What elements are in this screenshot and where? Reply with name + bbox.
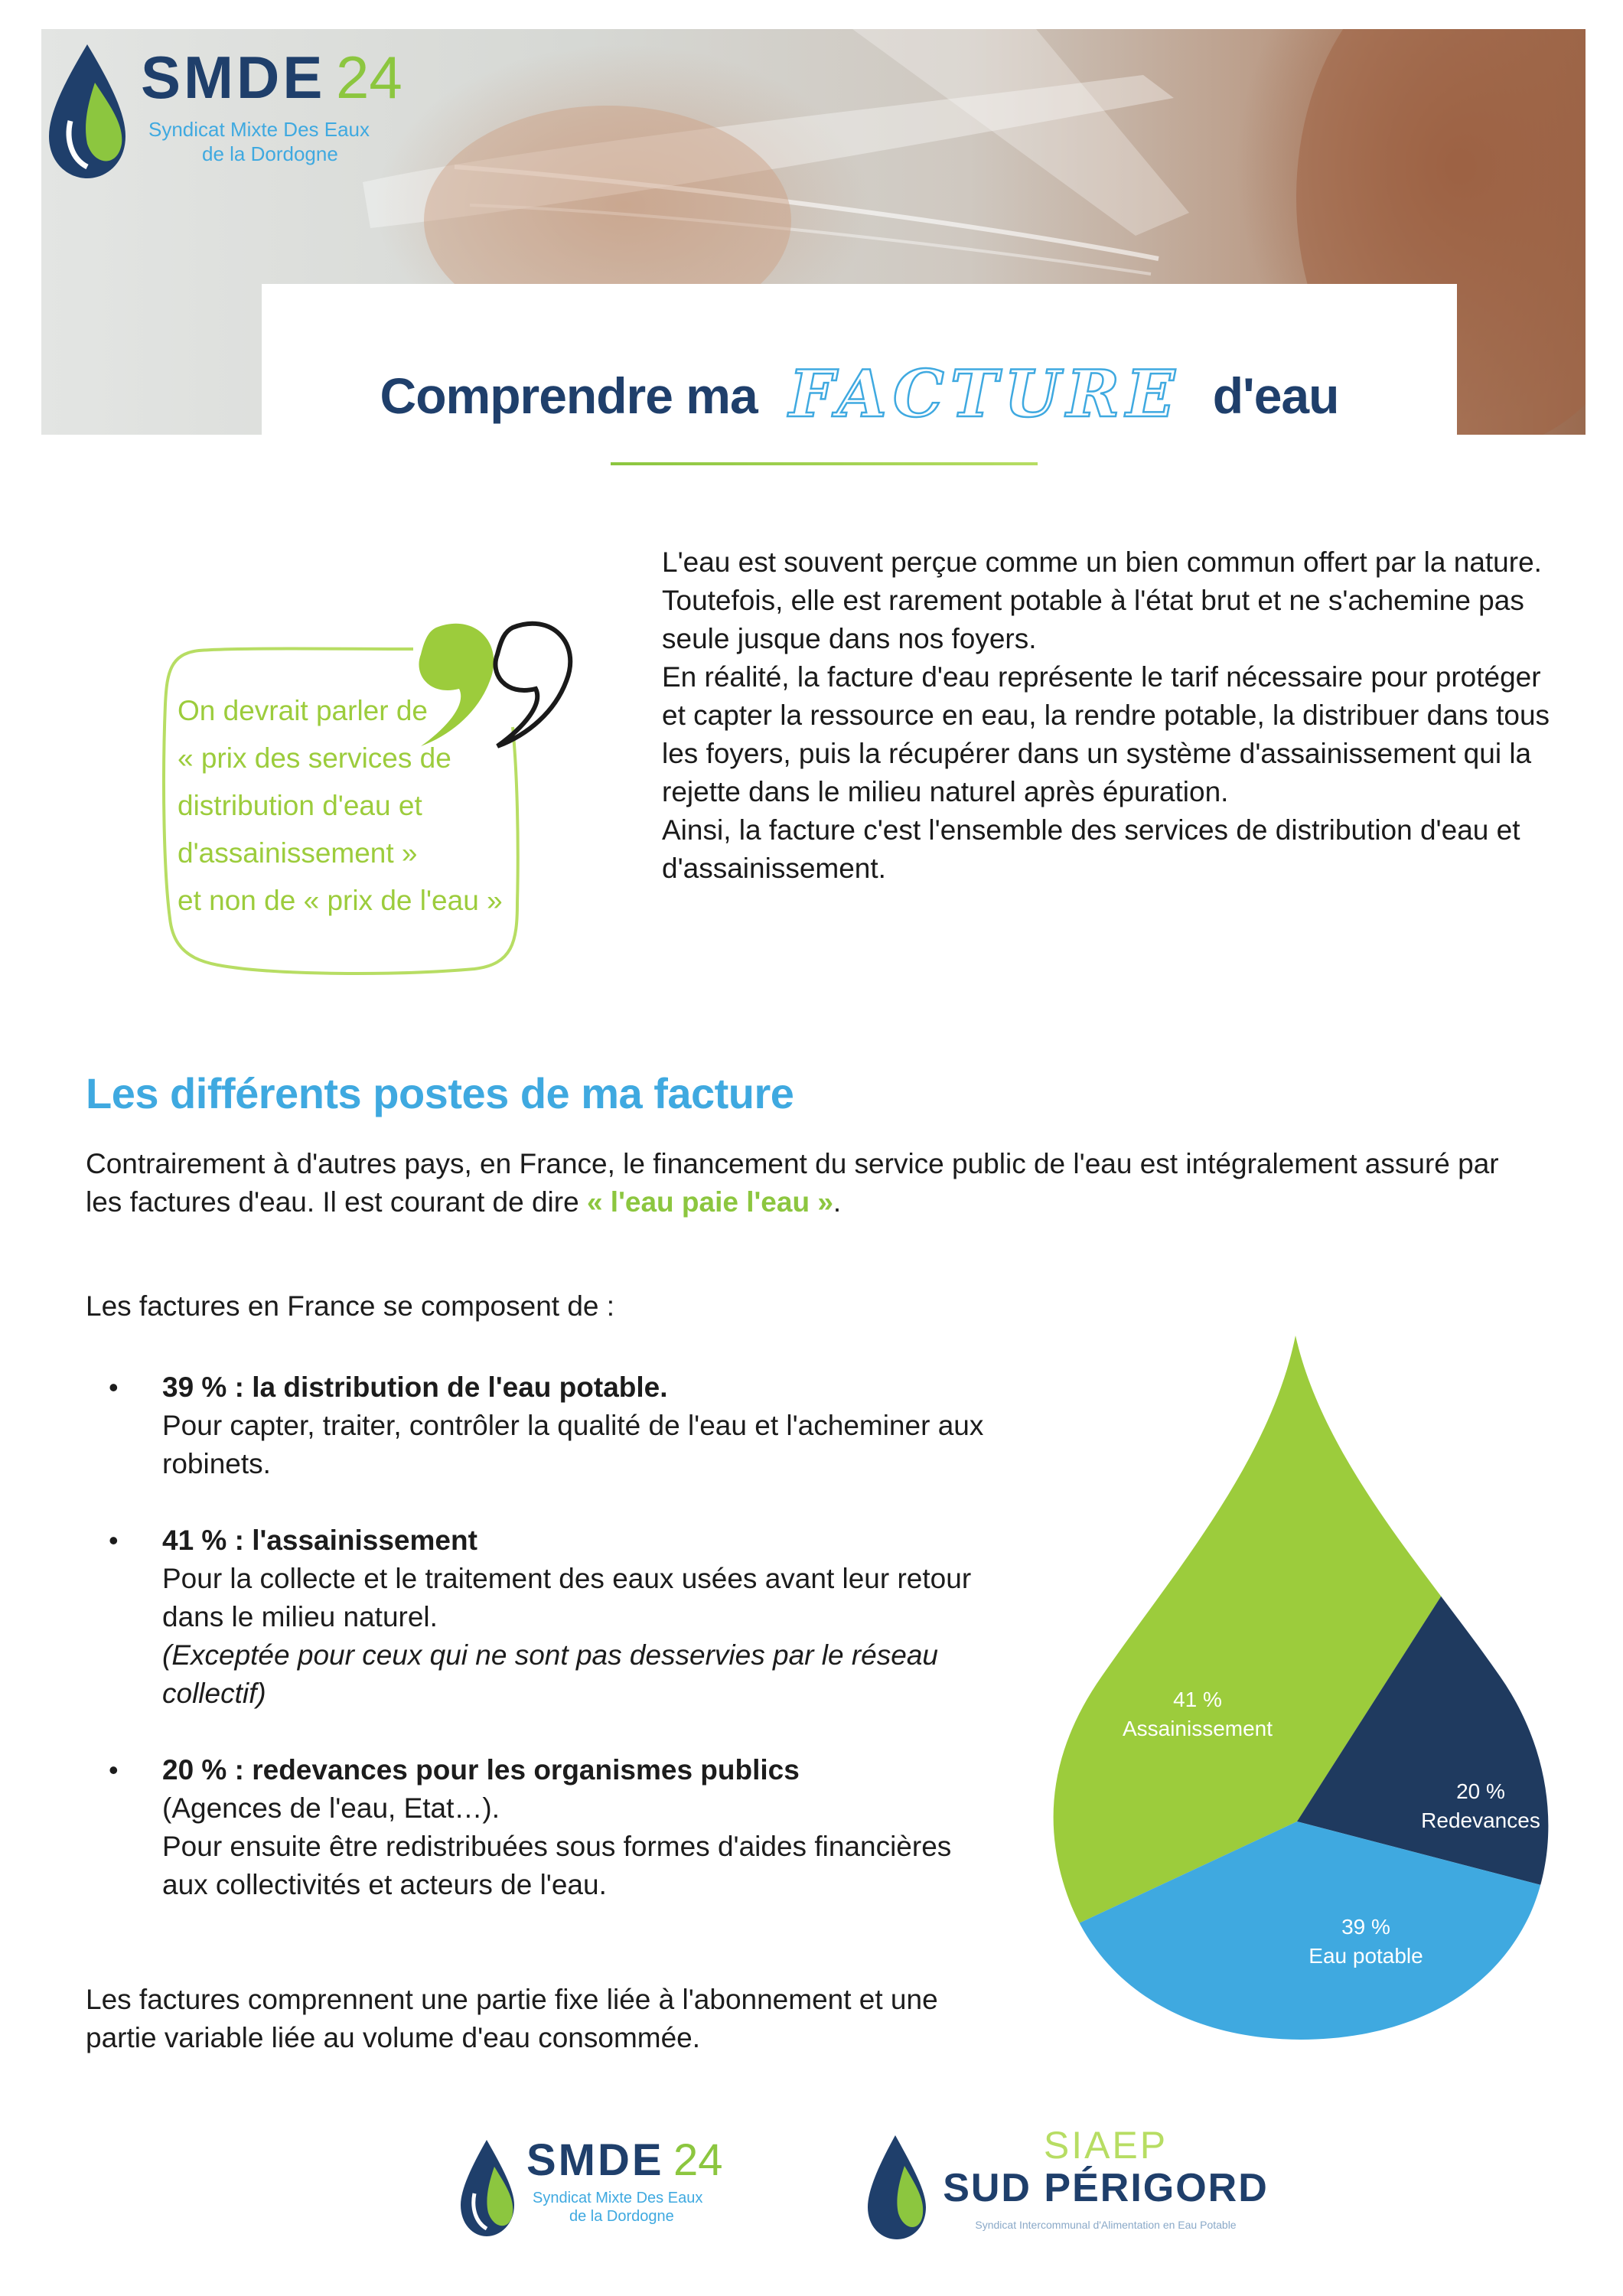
pie-category-label: Assainissement — [1122, 1717, 1273, 1740]
title-after: d'eau — [1212, 367, 1339, 424]
quote-line: d'assainissement » — [178, 837, 418, 869]
item-head: 41 % : l'assainissement — [162, 1525, 477, 1556]
quote-line: et non de « prix de l'eau » — [178, 885, 503, 916]
item-body: (Agences de l'eau, Etat…). — [162, 1792, 500, 1824]
section-intro-end: . — [833, 1186, 842, 1218]
logo-number: 24 — [336, 44, 402, 111]
pie-value-label: 41 % — [1173, 1688, 1222, 1711]
conclusion-text: Les factures comprennent une partie fixe liée à l'abonnement et une partie variable liée au volume d'eau consommée. — [86, 1984, 938, 2053]
logo-name: SMDE — [141, 44, 326, 111]
title-box — [262, 284, 1457, 435]
quote-line: « prix des services de — [178, 742, 451, 774]
bullet-icon: • — [109, 1525, 119, 1556]
footer-logo-number: 24 — [673, 2135, 723, 2185]
list-item — [86, 1368, 989, 1483]
quote-line: distribution d'eau et — [178, 790, 422, 821]
section-title: Les différents postes de ma facture — [86, 1069, 794, 1117]
quote-mark-icon — [406, 612, 574, 765]
page-title — [262, 353, 1457, 432]
title-highlight: FACTURE — [789, 356, 1181, 432]
smde24-logo — [41, 29, 439, 182]
title-underline — [611, 462, 1038, 465]
water-drop-pie-chart — [1048, 1324, 1553, 2043]
quote-line: On devrait parler de — [178, 695, 429, 726]
pie-value-label: 39 % — [1341, 1915, 1390, 1939]
section-intro — [86, 1145, 1540, 1221]
siaep-name-2: SUD PÉRIGORD — [943, 2166, 1269, 2210]
section-intro-highlight: « l'eau paie l'eau » — [586, 1186, 833, 1218]
item-note: (Exceptée pour ceux qui ne sont pas desservies par le réseau collectif) — [162, 1639, 938, 1709]
item-body: Pour capter, traiter, contrôler la qualité de l'eau et l'acheminer aux robinets. — [162, 1410, 984, 1479]
composition-list — [86, 1368, 989, 1904]
bullet-icon: • — [109, 1754, 119, 1786]
pie-slices — [1048, 1324, 1553, 2043]
item-body: Pour la collecte et le traitement des eaux usées avant leur retour dans le milieu naturel. — [162, 1563, 972, 1632]
intro-paragraph: Toutefois, elle est rarement potable à l'état brut et ne s'achemine pas seule jusque dans nos foyers. — [662, 585, 1524, 654]
section-intro-text: Contrairement à d'autres pays, en France, le financement du service public de l'eau est intégralement assuré par les factures d'eau. Il est courant de dire — [86, 1148, 1499, 1218]
logo-subtitle-1: Syndicat Mixte Des Eaux — [148, 118, 370, 141]
footer-logo-subtitle-2: de la Dordogne — [569, 2208, 674, 2225]
title-before: Comprendre ma — [380, 367, 758, 424]
pie-value-label: 20 % — [1456, 1779, 1505, 1803]
intro-paragraph: En réalité, la facture d'eau représente le tarif nécessaire pour protéger et capter la ressource en eau, la rendre potable, la distribuer dans tous les foyers, puis la récupérer dans un système d'assainissement qui la rejette dans le milieu naturel après épuration. — [662, 661, 1550, 807]
composition-text: Les factures en France se composent de : — [86, 1290, 615, 1322]
intro-paragraph: Ainsi, la facture c'est l'ensemble des services de distribution d'eau et d'assainissement. — [662, 814, 1520, 884]
footer-logo-subtitle-1: Syndicat Mixte Des Eaux — [533, 2190, 703, 2206]
intro-paragraph: L'eau est souvent perçue comme un bien commun offert par la nature. — [662, 546, 1542, 578]
item-head: 39 % : la distribution de l'eau potable. — [162, 1371, 668, 1403]
logo-subtitle-2: de la Dordogne — [202, 142, 338, 165]
pie-category-label: Eau potable — [1309, 1944, 1423, 1968]
smde24-footer-logo — [456, 2125, 747, 2239]
list-item — [86, 1521, 989, 1713]
siaep-name-1: SIAEP — [1043, 2124, 1168, 2167]
bullet-icon: • — [109, 1371, 119, 1403]
siaep-logo — [865, 2120, 1293, 2242]
item-head: 20 % : redevances pour les organismes publics — [162, 1754, 800, 1786]
quote-box — [153, 597, 551, 995]
intro-text — [662, 543, 1565, 888]
pie-category-label: Redevances — [1421, 1808, 1540, 1832]
item-extra: Pour ensuite être redistribuées sous formes d'aides financières aux collectivités et acteurs de l'eau. — [162, 1831, 952, 1900]
list-item — [86, 1751, 989, 1904]
footer-logo-name: SMDE — [526, 2135, 664, 2185]
siaep-subtitle: Syndicat Intercommunal d'Alimentation en Eau Potable — [975, 2219, 1237, 2231]
hero-banner — [41, 29, 1586, 435]
